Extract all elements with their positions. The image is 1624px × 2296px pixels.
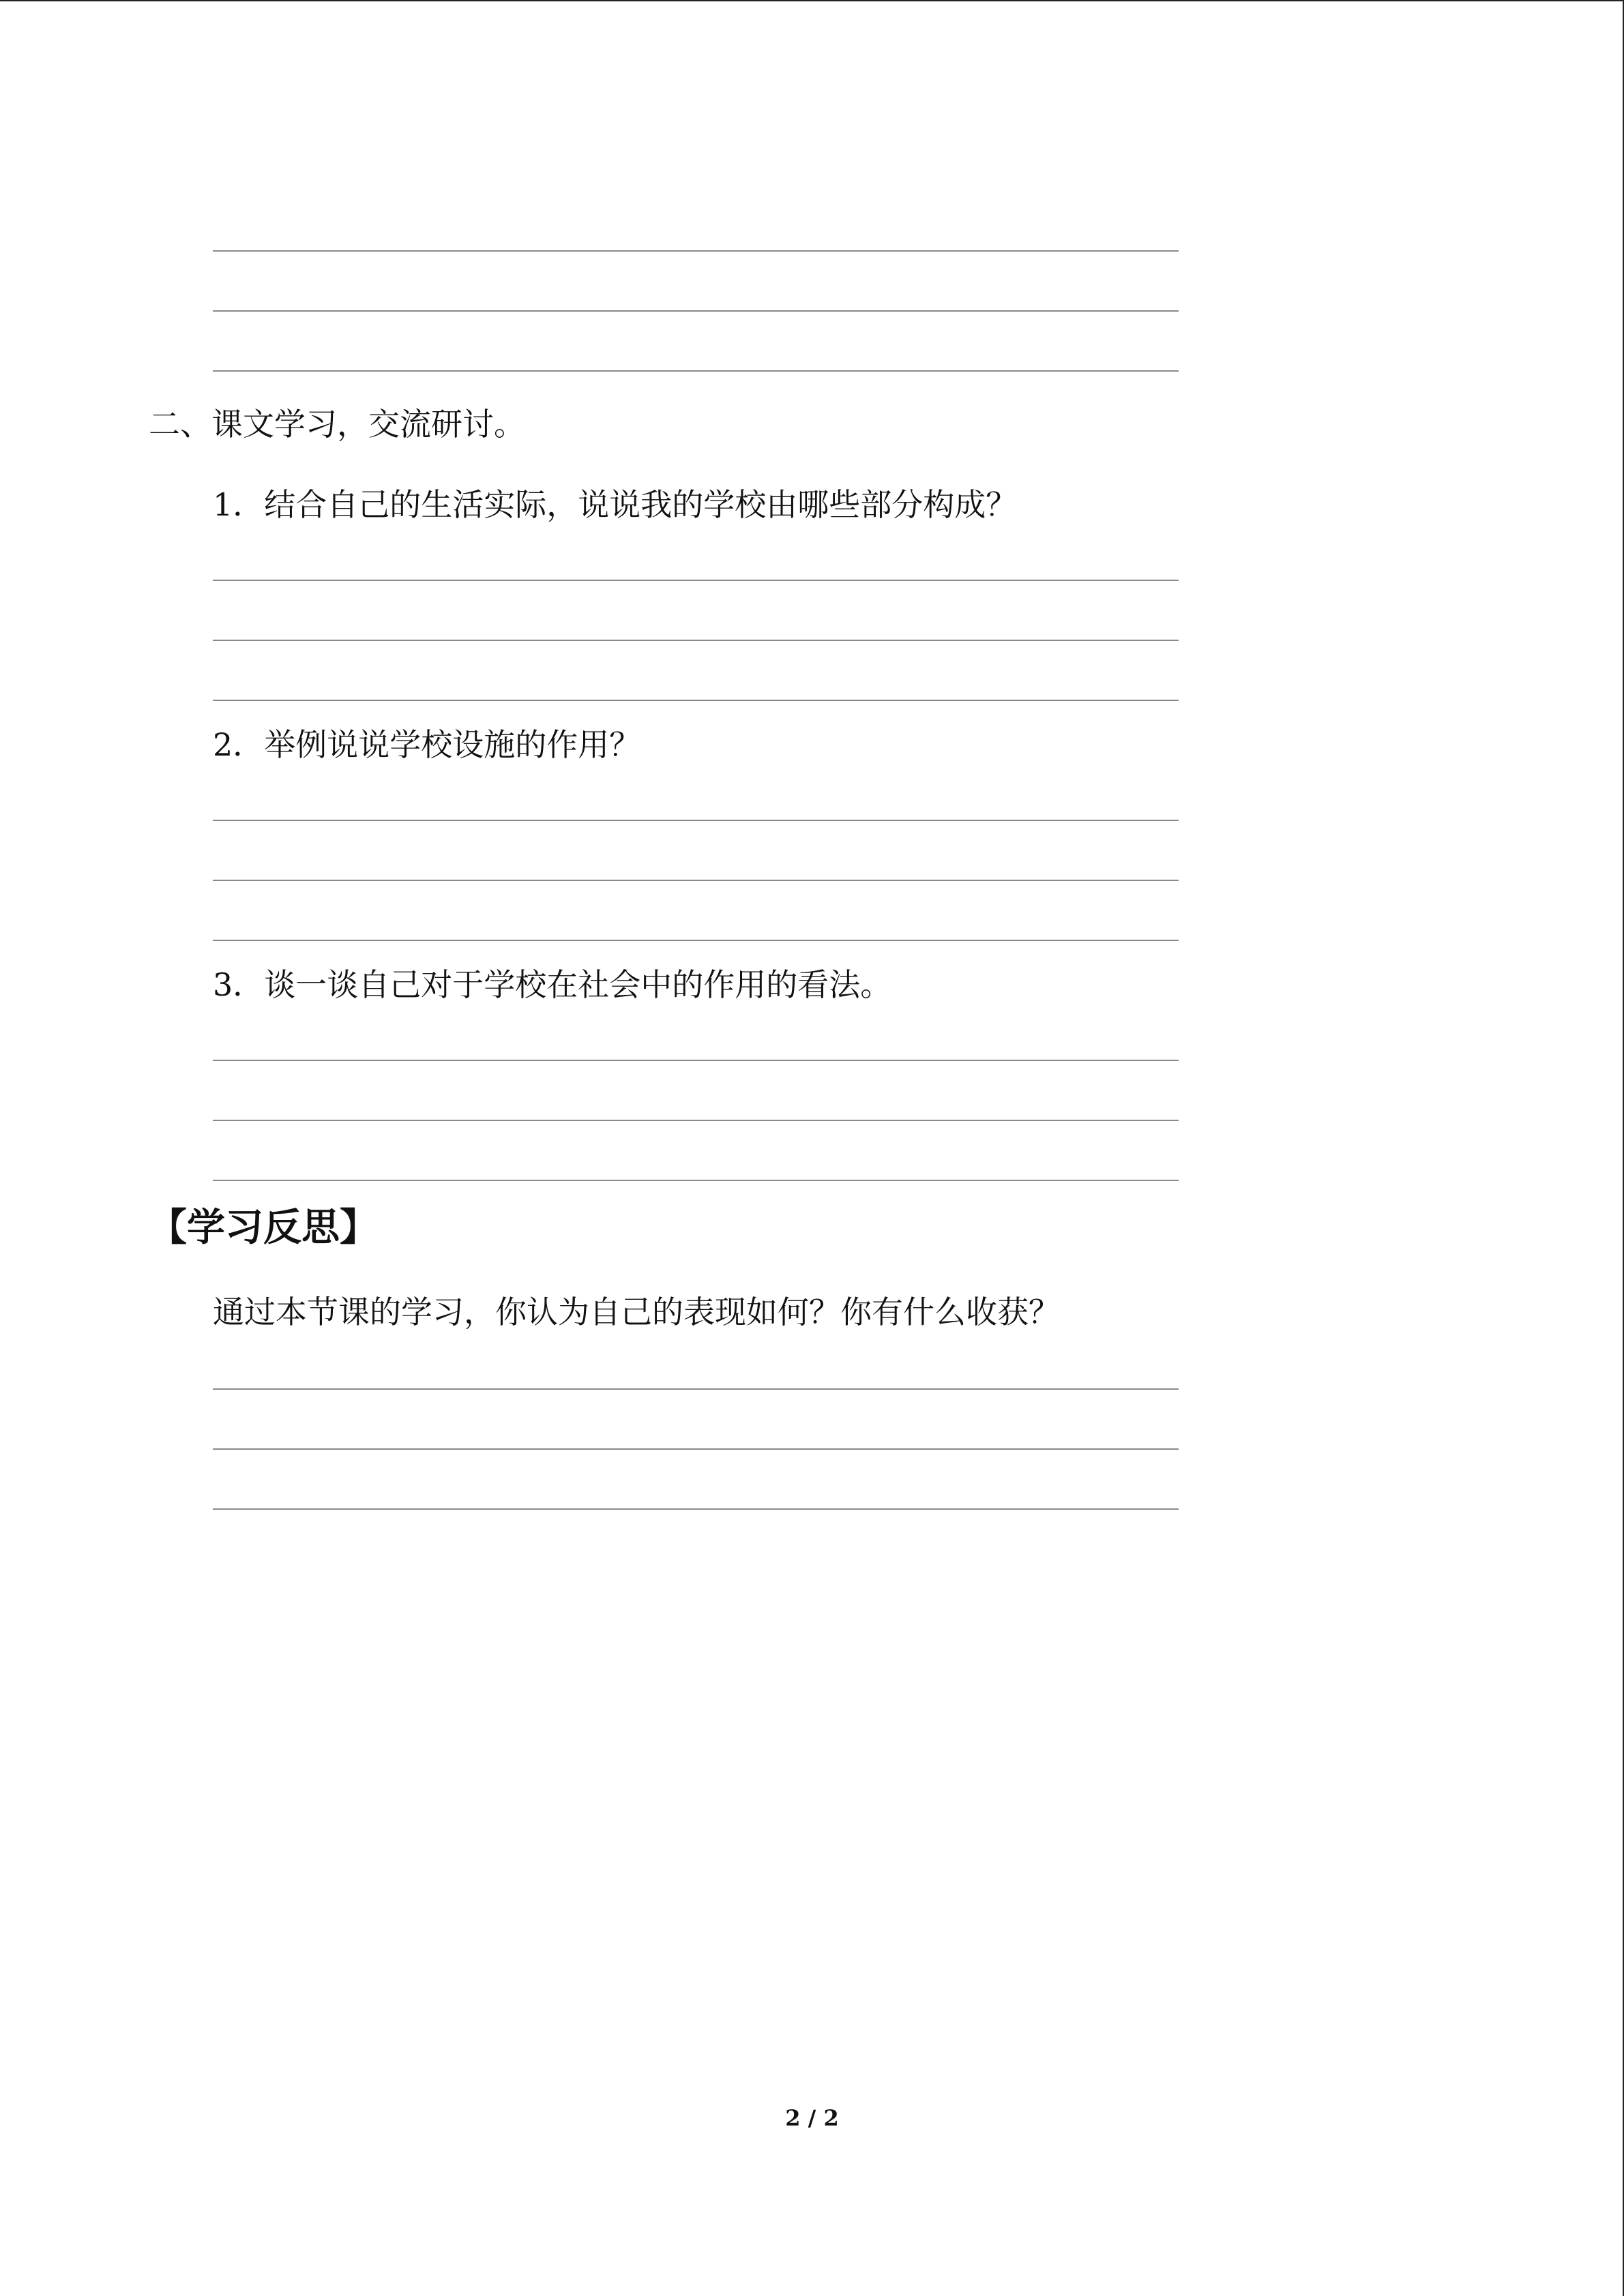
answer-line[interactable] — [213, 820, 1179, 821]
reflection-heading: 【学习反思】 — [149, 1206, 378, 1250]
part-two-title: 二、课文学习，交流研讨。 — [149, 406, 525, 443]
question-1: 1．结合自己的生活实际，说说我的学校由哪些部分构成？ — [213, 486, 1018, 523]
answer-line[interactable] — [213, 940, 1179, 941]
answer-line[interactable] — [213, 310, 1179, 312]
answer-line[interactable] — [213, 370, 1179, 372]
answer-line[interactable] — [213, 880, 1179, 881]
answer-line[interactable] — [213, 640, 1179, 641]
answer-line[interactable] — [213, 250, 1179, 252]
answer-line[interactable] — [213, 1508, 1179, 1510]
answer-line[interactable] — [213, 580, 1179, 581]
page-top-border — [0, 0, 1624, 1]
answer-line[interactable] — [213, 1388, 1179, 1390]
answer-line[interactable] — [213, 1180, 1179, 1181]
question-2: 2．举例说说学校设施的作用？ — [213, 726, 641, 763]
answer-line[interactable] — [213, 1448, 1179, 1450]
answer-line[interactable] — [213, 1120, 1179, 1121]
question-3: 3．谈一谈自己对于学校在社会中的作用的看法。 — [213, 966, 892, 1003]
answer-line[interactable] — [213, 1060, 1179, 1061]
reflection-prompt: 通过本节课的学习，你认为自己的表现如何？你有什么收获？ — [213, 1294, 1060, 1330]
page-number: 2 / 2 — [785, 2105, 839, 2131]
answer-line[interactable] — [213, 700, 1179, 701]
